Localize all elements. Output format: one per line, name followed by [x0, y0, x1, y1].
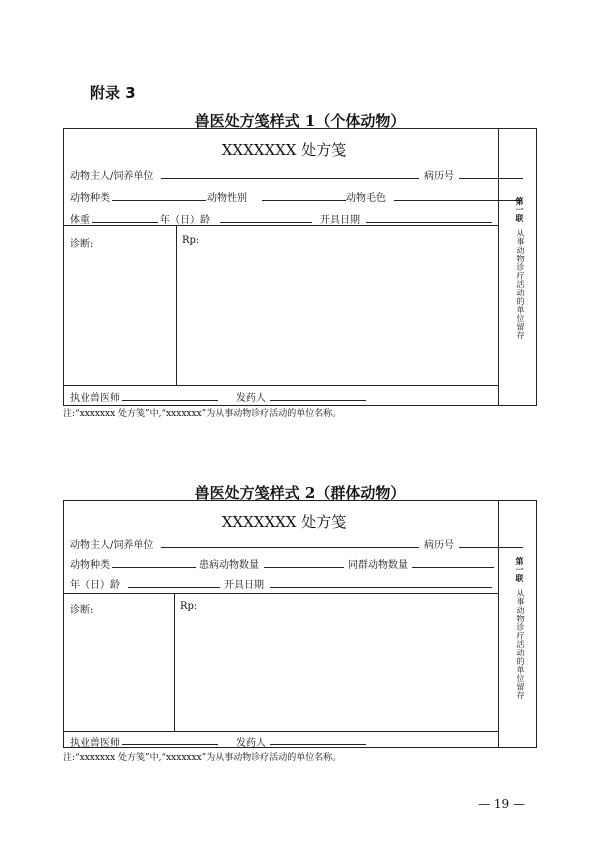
form2-title: 兽医处方笺样式 2（群体动物）: [194, 484, 406, 502]
owner-field-line[interactable]: [161, 547, 419, 548]
form2-frame: [63, 500, 537, 748]
herd-count-field[interactable]: [412, 567, 494, 568]
rp-label: Rp:: [180, 601, 198, 612]
sex-label: 动物性别: [207, 193, 247, 204]
rp-label: Rp:: [182, 235, 200, 246]
form2-rx-header: XXXXXXX 处方笺: [221, 513, 347, 531]
vet-label: 执业兽医师: [70, 738, 120, 749]
case-no-label: 病历号: [424, 171, 454, 182]
owner-label: 动物主人/饲养单位: [70, 540, 154, 551]
form1-diag-divider: [176, 225, 177, 385]
date-label: 开具日期: [224, 580, 264, 591]
date-label: 开具日期: [320, 215, 360, 226]
dispenser-label: 发药人: [236, 738, 266, 749]
diagnosis-area[interactable]: [72, 615, 170, 727]
form1-bottom-rule: [64, 385, 498, 386]
case-no-field[interactable]: [459, 547, 523, 548]
form1-side-copy: 第一联: [515, 197, 525, 223]
diagnosis-label: 诊断:: [70, 239, 94, 250]
form1-rx-header: XXXXXXX 处方笺: [221, 141, 347, 159]
dispenser-label: 发药人: [236, 393, 266, 404]
rp-area[interactable]: [180, 615, 492, 727]
color-field[interactable]: [394, 200, 522, 201]
species-label: 动物种类: [70, 193, 110, 204]
form2-side-text: 从事动物诊疗活动的单位留存: [516, 589, 525, 700]
vet-field[interactable]: [122, 400, 218, 401]
age-field[interactable]: [220, 222, 312, 223]
case-no-field[interactable]: [459, 178, 523, 179]
herd-count-label: 同群动物数量: [348, 560, 408, 571]
species-field[interactable]: [112, 200, 206, 201]
species-field[interactable]: [112, 567, 196, 568]
dispenser-field[interactable]: [270, 744, 366, 745]
weight-label: 体重: [70, 215, 90, 226]
form2-bottom-rule: [64, 731, 498, 732]
form2-note: 注:“xxxxxxx 处方笺”中,“xxxxxxx”为从事动物诊疗活动的单位名称。: [63, 753, 342, 763]
date-field[interactable]: [270, 587, 492, 588]
form1-side-text: 从事动物诊疗活动的单位留存: [516, 229, 525, 340]
diagnosis-label: 诊断:: [70, 605, 94, 616]
form1-title: 兽医处方笺样式 1（个体动物）: [194, 112, 406, 130]
form2-top-rule: [64, 593, 498, 594]
diagnosis-area[interactable]: [72, 249, 172, 381]
weight-field[interactable]: [92, 222, 158, 223]
rp-area[interactable]: [182, 249, 492, 381]
owner-field[interactable]: [161, 178, 419, 179]
form2-diag-divider: [174, 593, 175, 731]
age-label: 年（日）龄: [70, 580, 120, 591]
vet-label: 执业兽医师: [70, 393, 120, 404]
date-field[interactable]: [366, 222, 492, 223]
form1-note: 注:“xxxxxxx 处方笺”中,“xxxxxxx”为从事动物诊疗活动的单位名称。: [63, 409, 342, 419]
form1-top-rule: [64, 225, 498, 226]
form2-side-copy: 第一联: [515, 557, 525, 583]
sick-count-label: 患病动物数量: [199, 560, 259, 571]
form1-frame: [63, 128, 537, 406]
form1-side-divider: [498, 129, 499, 405]
dispenser-field[interactable]: [270, 400, 366, 401]
owner-label: 动物主人/饲养单位: [70, 171, 154, 182]
case-no-label: 病历号: [424, 540, 454, 551]
page-number: — 19 —: [478, 797, 525, 811]
color-label: 动物毛色: [346, 193, 386, 204]
age-label: 年（日）龄: [160, 215, 210, 226]
sex-field[interactable]: [262, 200, 346, 201]
sick-count-field[interactable]: [264, 567, 344, 568]
form2-side-divider: [498, 501, 499, 747]
vet-field[interactable]: [122, 744, 218, 745]
species-label: 动物种类: [70, 560, 110, 571]
age-field[interactable]: [128, 587, 220, 588]
appendix-label: 附录 3: [90, 84, 136, 102]
